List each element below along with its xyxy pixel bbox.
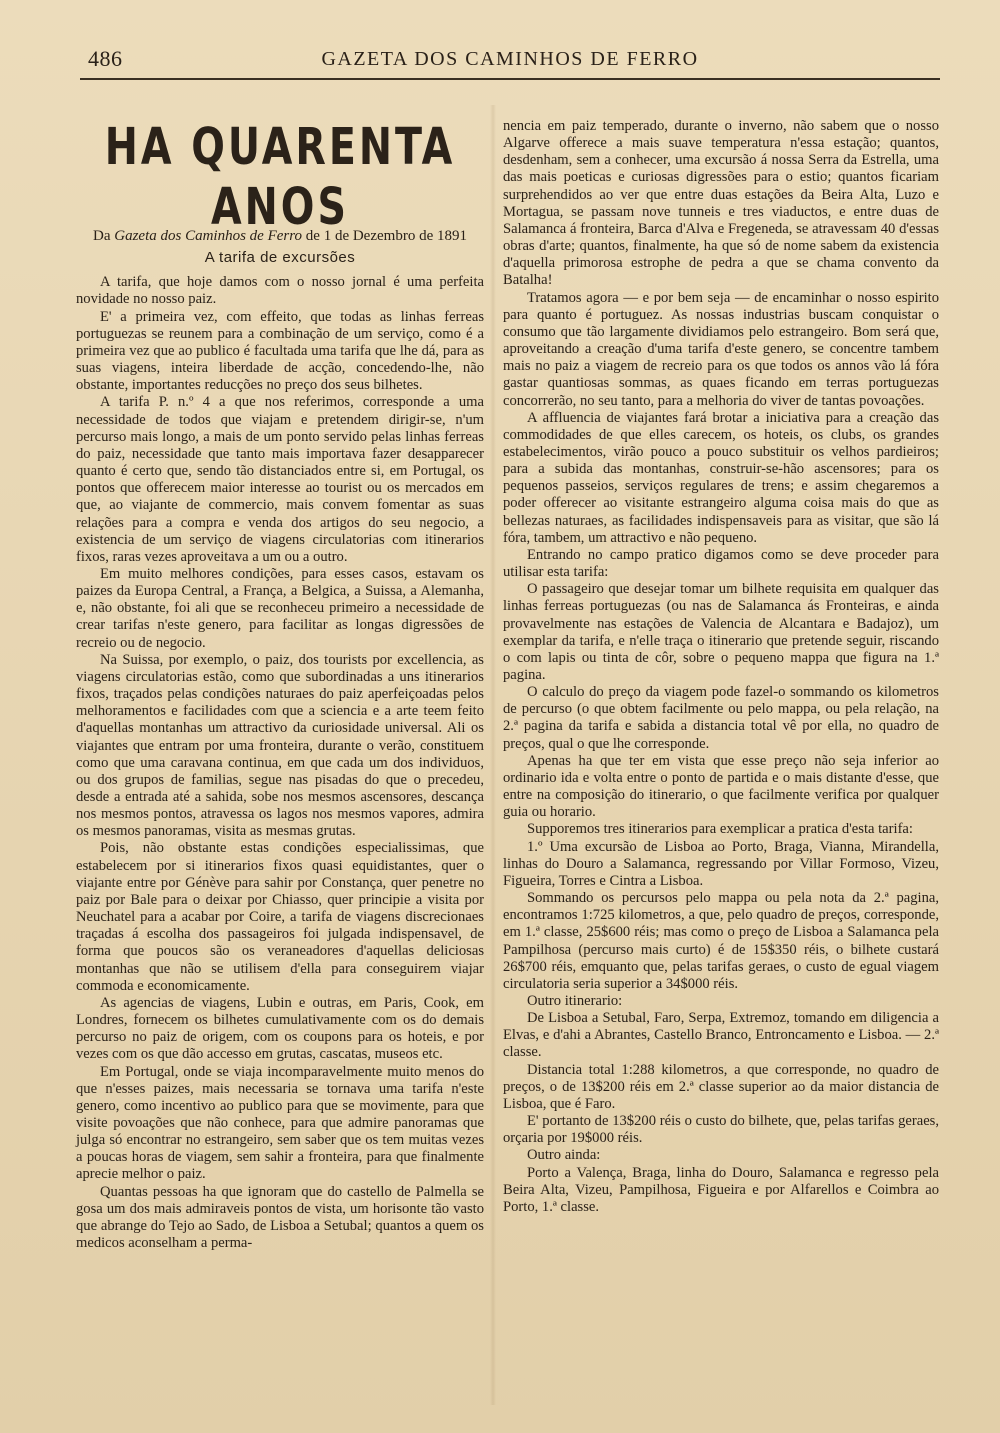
paragraph: O passageiro que desejar tomar um bilhete requisita em qualquer das linhas ferreas portuguezas (ou nas de Salamanca ás Fronteiras, e ainda provavelmente nas estações de Valencia de Alcantara e Badajoz), um exemplar da tarifa, e n'elle traça o itinerario que pretende seguir, riscando o com lapis ou tinta de côr, sobre o pequeno mappa que figura na 1.ª pagina. [503,581,939,683]
paragraph: Outro itinerario: [527,992,623,1009]
page-header [80,42,940,80]
source-date: de 1 de Dezembro de 1891 [302,228,467,244]
paragraph: Distancia total 1:288 kilometros, a que corresponde, no quadro de preços, o de 13$200 réis em 2.ª classe superior ao da maior distancia de Lisboa, que é Faro. [503,1061,939,1112]
paragraph: E' a primeira vez, com effeito, que todas as linhas ferreas portuguezas se reunem para a combinação de um serviço, como é a primeira vez que ao publico é facultada uma tarifa que lhe dá, para as suas viagens, inteira liberdade de acção, concedendo-lhe, não obstante, importantes reducções no preço dos seus bilhetes. [76,308,484,394]
paragraph: Sommando os percursos pelo mappa ou pela nota da 2.ª pagina, encontramos 1:725 kilometros, a que, pelo quadro de preços, corresponde, em 1.ª classe, 25$600 réis; mas como o preço de Lisboa a Salamanca pela Pampilhosa (percurso mais curto) é de 15$350 réis, o bilhete custará 26$700 réis, emquanto que, pelas tarifas geraes, o custo de egual viagem circulatoria seria superior a 34$000 réis. [503,890,939,992]
paragraph: Entrando no campo pratico digamos como se deve proceder para utilisar esta tarifa: [503,546,939,581]
paragraph: Quantas pessoas ha que ignoram que do castello de Palmella se gosa um dos mais admiraveis pontos de vista, um horisonte tão vasto que abrange do Tejo ao Sado, de Lisboa a Setubal; quantos a quem os medicos aconselham a perma- [76,1183,484,1252]
paragraph: E' portanto de 13$200 réis o custo do bilhete, que, pelas tarifas geraes, orçaria por 19$000 réis. [503,1113,939,1147]
paragraph: Outro ainda: [527,1147,601,1164]
itinerary-item: Porto a Valença, Braga, linha do Douro, Salamanca e regresso pela Beira Alta, Vizeu, Pampilhosa, Figueira e por Alfarellos e Coimbra ao Porto, 1.ª classe. [503,1164,939,1215]
paragraph: Na Suissa, por exemplo, o paiz, dos tourists por excellencia, as viagens circulatorias estão, como que subordinadas a uns itinerarios fixos, traçados pelas condições naturaes do paiz aperfeiçoadas pelos melhoramentos e facilidades com que a sciencia e a arte teem feito d'aquellas montanhas um attractivo da curiosidade universal. Ali os viajantes que entram por uma fronteira, durante o verão, constituem como que uma caravana continua, em que cada um dos individuos, ou dos grupos de familias, segue nas pisadas do que o precedeu, desde a entrada até a sahida, sobe nos mesmos ascensores, descança nos mesmos pontos, atravessa os lagos nos mesmos vapores, admira os mesmos panoramas, visita as mesmas grutas. [76,651,484,840]
itinerary-item: 1.º Uma excursão de Lisboa ao Porto, Braga, Vianna, Mirandella, linhas do Douro a Salamanca, regressando por Villar Formoso, Vizeu, Figueira, Torres e Cintra a Lisboa. [503,838,939,889]
article-headline: HA QUARENTA ANOS [104,118,456,237]
paragraph: Em muito melhores condições, para esses casos, estavam os paizes da Europa Central, a França, a Belgica, a Suissa, a Alemanha, e, não obstante, foi ali que se reconheceu primeiro a necessidade de crear tarifas n'este genero, para facilitar as longas digressões de recreio ou de negocio. [76,565,484,651]
paragraph: A tarifa, que hoje damos com o nosso jornal é uma perfeita novidade no nosso paiz. [76,274,484,308]
paragraph: A affluencia de viajantes fará brotar a iniciativa para a creação das commodidades de que elles carecem, os hoteis, os clubs, os grandes estabelecimentos, virão pouco a pouco substituir os velhos pardieiros; para a subida das montanhas, construir-se-hão ascensores; para os pequenos passeios, serviços regulares de trens; e assim chegaremos a poder offerecer ao visitante estrangeiro alguma coisa mais do que as bellezas naturaes, as facilidades indispensaveis para as visitar, que são lá fóra, tambem, um attractivo e não pequeno. [503,409,939,546]
paragraph: Em Portugal, onde se viaja incomparavelmente muito menos do que n'esses paizes, mais necessaria se tornava uma tarifa n'este genero, como incentivo ao publico para que se movimente, para que visite povoações que não conhece, para que admire panoramas que julga só encontrar no estrangeiro, sem saber que os tem muitas vezes a poucas horas de viagem, sem sahir a fronteira, para que finalmente aprecie melhor o paiz. [76,1063,484,1183]
page-number: 486 [88,46,123,71]
paragraph: Supporemos tres itinerarios para exemplicar a pratica d'esta tarifa: [527,821,913,838]
column-fold [490,105,496,1405]
paragraph: A tarifa P. n.º 4 a que nos referimos, corresponde a uma necessidade de todos que viajam e pretendem dirigir-se, n'um percurso mais longo, a mais de um ponto servido pelas linhas ferreas do paiz, necessidade que tanto mais importava fazer desapparecer quanto é certo que, sendo tão distanciados entre si, em Portugal, os pontos que offerecem maior interesse ao tourist ou os mercados em que, ao viajante de commercio, mais convem fomentar as suas relações para a compra e venda dos artigos do seu negocio, a existencia de um serviço de viagens circulatorias com itinerarios fixos, raras vezes aproveitava a um ou a outro. [76,394,484,565]
paragraph: As agencias de viagens, Lubin e outras, em Paris, Cook, em Londres, fornecem os bilhetes cumulativamente com os do demais percurso no paiz de origem, com os coupons para os hoteis, e por vezes com os que dão accesso em grutas, cascatas, museos etc. [76,994,484,1063]
itinerary-item: De Lisboa a Setubal, Faro, Serpa, Extremoz, tomando em diligencia a Elvas, e d'ahi a Abrantes, Castello Branco, Entroncamento e Lisboa. — 2.ª classe. [503,1010,939,1061]
source-title: Gazeta dos Caminhos de Ferro [114,228,303,244]
right-column [503,118,939,1216]
journal-title: GAZETA DOS CAMINHOS DE FERRO [321,48,699,70]
paragraph: Apenas ha que ter em vista que esse preço não seja inferior ao ordinario ida e volta entre o ponto de partida e o mais distante d'esse, que entre na composição do itinerario, o que facilmente verifica por qualquer guia ou horario. [503,752,939,821]
source-prefix: Da [93,228,115,244]
paragraph: Tratamos agora — e por bem seja — de encaminhar o nosso espirito para quanto é portuguez. As nossas industrias buscam conquistar o consumo que tão largamente dividiamos pelo estrangeiro. Bom será que, aproveitando a creação d'uma tarifa d'este genero, se concentre tambem mais no paiz a viagem de recreio para os que todos os annos vão lá fóra gastar quantiosas sommas, as quaes ficando em terras portuguezas concorrerão, no seu tanto, para a melhoria do viver de tantas povoações. [503,289,939,409]
paragraph: nencia em paiz temperado, durante o inverno, não sabem que o nosso Algarve offerece a mais suave temperatura n'essa estação; quantos, desdenham, sem a conhecer, uma excursão á nossa Serra da Estrella, uma das mais poeticas e curiosas digressões para o estio; quantos ficariam surprehendidos ao ver que entre duas estações da Beira Alta, Luzo e Mortagua, se passam nove tunneis e tres viaductos, e entre duas de Salamanca á fronteira, Barca d'Alva e Fregeneda, se atravessam 40 d'essas obras d'arte; quantos, finalmente, ha que só de nome sabem da existencia d'aquella primorosa estrophe de pedra a que se chama convento da Batalha! [503,118,939,289]
paragraph: Pois, não obstante estas condições especialissimas, que estabelecem por si itinerarios fixos quasi equidistantes, quer o viajante entre por Génève para sahir por Constança, quer penetre no paiz por Bale para o deixar por Chiasso, quer principie a visita por Neuchatel para a acabar por Coire, a tarifa de viagens discrecionaes traçadas á escolha dos passageiros foi julgada indispensavel, de forma que poucos são os veraneadores d'aquellas deliciosas montanhas que não se utilisem d'ella para conseguirem viajar commoda e economicamente. [76,840,484,994]
left-column [76,112,484,1252]
section-title: A tarifa de excursões [204,249,356,267]
paragraph: O calculo do preço da viagem pode fazel-o sommando os kilometros de percurso (o que obtem facilmente ou pelo mappa, ou pela relação, na 2.ª pagina da tarifa e sabida a distancia total vê por ella, no quadro de preços, qual o que lhe corresponde. [503,684,939,752]
